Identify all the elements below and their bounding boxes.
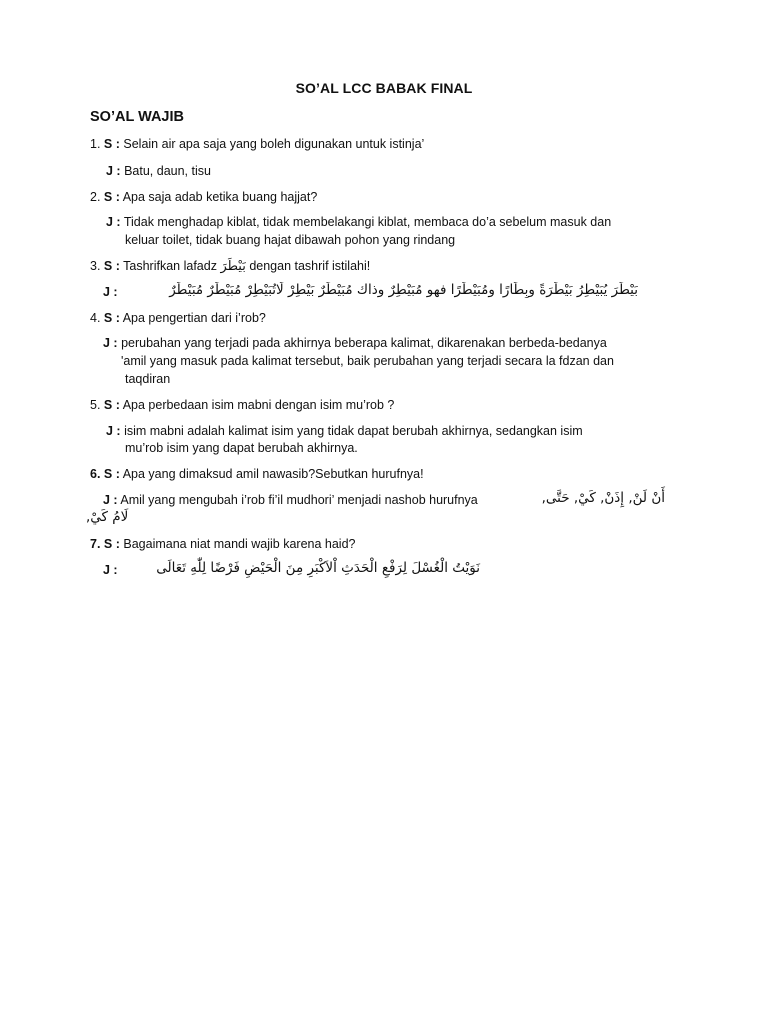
answer-5-continuation: mu’rob isim yang dapat berubah akhirnya.: [125, 441, 358, 455]
s-label: S :: [103, 190, 120, 204]
answer-4: [103, 336, 607, 350]
answer-text: Amil yang mengubah i’rob fi’il mudhori’ menjadi nashob hurufnya: [120, 493, 478, 507]
j-label: J :: [106, 164, 121, 178]
question-number: 7.: [90, 537, 101, 551]
answer-6: [103, 493, 478, 507]
answer-1: [106, 164, 211, 178]
answer-3-arabic: بَيْطَرَ يُبَيْطِرُ بَيْطَرَةً وبِطَارًا ومُبَيْطَرًا فهو مُبَيْطِرٌ وذاك مُبَيْطَرٌ بَيْطِرْ لَاتُبَيْطِرْ مُبَيْطَرٌ مُبَيْطَرٌ: [169, 282, 638, 298]
question-text: Apa perbedaan isim mabni dengan isim mu’rob ?: [122, 398, 395, 412]
question-text: Bagaimana niat mandi wajib karena haid?: [123, 537, 356, 551]
answer-7-label: [103, 563, 118, 577]
question-4: [90, 311, 266, 325]
answer-2: [106, 215, 611, 229]
question-2: [90, 190, 317, 204]
section-heading: SO’AL WAJIB: [90, 109, 184, 125]
j-label: J :: [106, 424, 121, 438]
question-text: Selain air apa saja yang boleh digunakan untuk istinja’: [123, 137, 425, 151]
question-3: [90, 259, 370, 274]
question-number: 3.: [90, 259, 101, 273]
s-label: S :: [103, 137, 120, 151]
answer-2-continuation: keluar toilet, tidak buang hajat dibawah pohon yang rindang: [125, 233, 456, 247]
question-text: Apa yang dimaksud amil nawasib?Sebutkan hurufnya!: [122, 467, 424, 481]
answer-text: isim mabni adalah kalimat isim yang tidak dapat berubah akhirnya, sedangkan isim: [124, 424, 583, 438]
s-label: S :: [103, 467, 120, 481]
answer-text: Batu, daun, tisu: [124, 164, 211, 178]
j-label: J :: [106, 215, 121, 229]
question-number: 5.: [90, 398, 101, 412]
question-text: Apa pengertian dari i’rob?: [122, 311, 266, 325]
answer-6-arabic-letters-cont: لَامُ كَيْ,: [86, 509, 129, 525]
question-text: Tashrifkan lafadz: [123, 259, 217, 273]
s-label: S :: [103, 537, 120, 551]
s-label: S :: [103, 259, 120, 273]
question-number: 4.: [90, 311, 101, 325]
document-title: SO’AL LCC BABAK FINAL: [295, 80, 473, 96]
answer-text: Tidak menghadap kiblat, tidak membelakangi kiblat, membaca do’a sebelum masuk dan: [123, 215, 612, 229]
j-label: J :: [103, 285, 118, 299]
question-5: [90, 398, 394, 412]
question-1: [90, 137, 424, 151]
answer-3-label: [103, 285, 118, 299]
answer-4-continuation: 'amil yang masuk pada kalimat tersebut, baik perubahan yang terjadi secara la fdzan dan: [121, 354, 614, 368]
question-number: 1.: [90, 137, 101, 151]
answer-6-arabic-letters: أَنْ لَنْ, إِذَنْ, كَيْ, حَتَّى,: [541, 490, 665, 506]
answer-4-continuation: taqdiran: [125, 372, 171, 386]
j-label: J :: [103, 563, 118, 577]
question-7: [90, 537, 355, 551]
s-label: S :: [103, 398, 120, 412]
answer-7-arabic: نَوَيْتُ الْغُسْلَ لِرَفْعِ الْحَدَثِ اْلاَكْبَرِ مِنَ الْحَيْضِ فَرْضًا لِلّٰهِ تَعَالَى: [156, 560, 480, 576]
question-6: [90, 467, 424, 481]
question-number: 2.: [90, 190, 101, 204]
answer-5: [106, 424, 583, 438]
question-text: Apa saja adab ketika buang hajjat?: [122, 190, 318, 204]
j-label: J :: [103, 493, 118, 507]
question-number: 6.: [90, 467, 101, 481]
s-label: S :: [103, 311, 120, 325]
question-text-end: dengan tashrif istilahi!: [249, 259, 371, 273]
answer-text: perubahan yang terjadi pada akhirnya beberapa kalimat, dikarenakan berbeda-bedanya: [121, 336, 607, 350]
j-label: J :: [103, 336, 118, 350]
arabic-word: بَيْطَرَ: [220, 259, 246, 274]
